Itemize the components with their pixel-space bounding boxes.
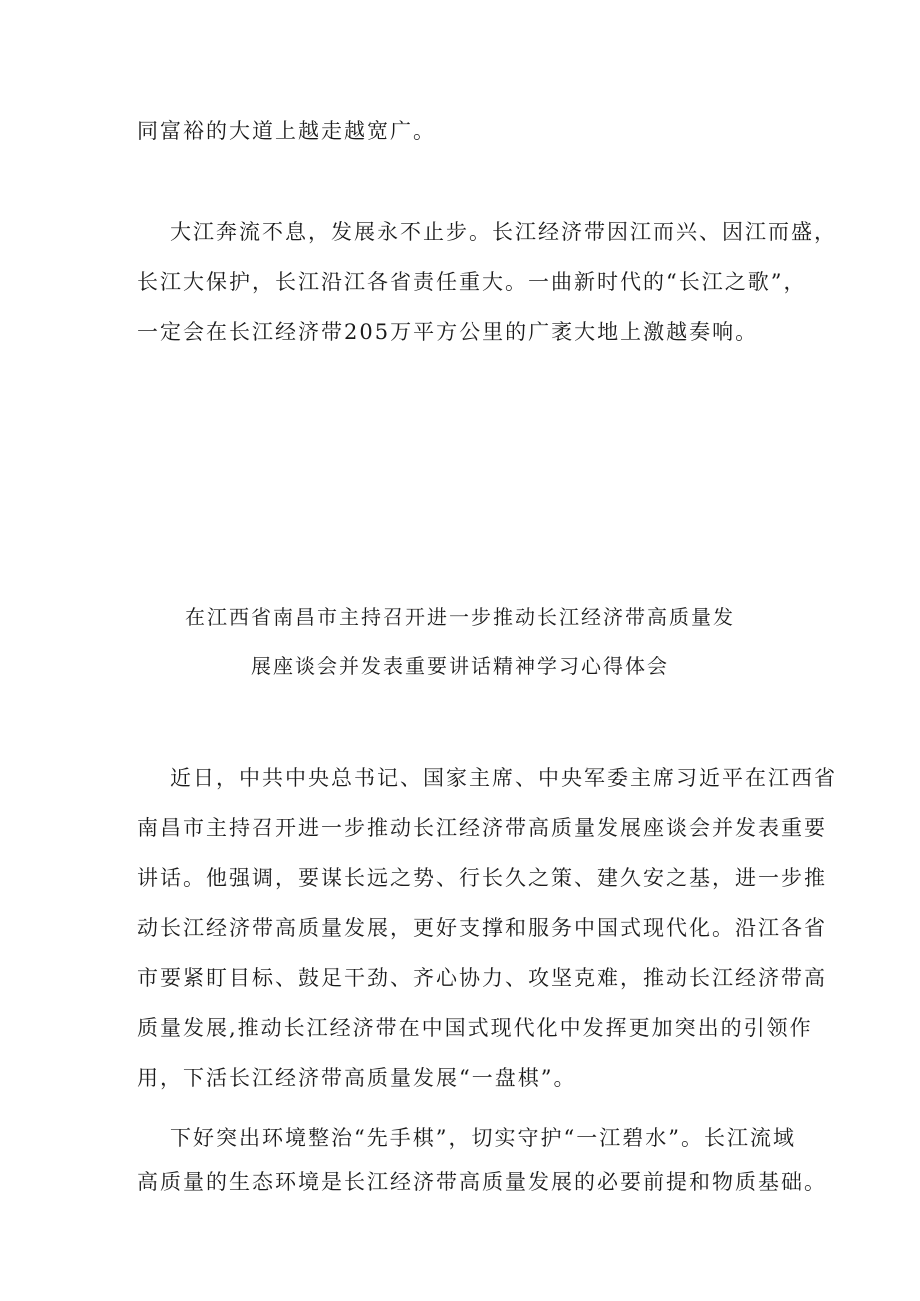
text-line: 质量发展,推动长江经济带在中国式现代化中发挥更加突出的引领作 — [137, 1016, 813, 1040]
text-line: 市要紧盯目标、鼓足干劲、齐心协力、攻坚克难，推动长江经济带高 — [137, 966, 827, 990]
text-line: 讲话。他强调，要谋长远之势、行长久之策、建久安之基，进一步推 — [137, 866, 827, 890]
article-title-line-2: 展座谈会并发表重要讲话精神学习心得体会 — [251, 654, 669, 678]
text-line: 高质量的生态环境是长江经济带高质量发展的必要前提和物质基础。 — [137, 1170, 827, 1194]
text-line: 长江大保护，长江沿江各省责任重大。一曲新时代的“长江之歌”， — [137, 270, 807, 294]
text-line: 用，下活长江经济带高质量发展“一盘棋”。 — [137, 1066, 577, 1090]
article-title-line-1: 在江西省南昌市主持召开进一步推动长江经济带高质量发 — [185, 605, 735, 629]
text-line: 南昌市主持召开进一步推动长江经济带高质量发展座谈会并发表重要 — [137, 816, 827, 840]
text-line: 近日，中共中央总书记、国家主席、中央军委主席习近平在江西省 — [170, 766, 837, 790]
text-line: 下好突出环境整治“先手棋”，切实守护“一江碧水”。长江流域 — [170, 1126, 796, 1150]
text-line: 同富裕的大道上越走越宽广。 — [137, 119, 436, 143]
text-line: 大江奔流不息，发展永不止步。长江经济带因江而兴、因江而盛， — [170, 220, 837, 244]
text-line: 一定会在长江经济带205万平方公里的广袤大地上激越奏响。 — [137, 320, 759, 344]
text-line: 动长江经济带高质量发展，更好支撑和服务中国式现代化。沿江各省 — [137, 916, 827, 940]
